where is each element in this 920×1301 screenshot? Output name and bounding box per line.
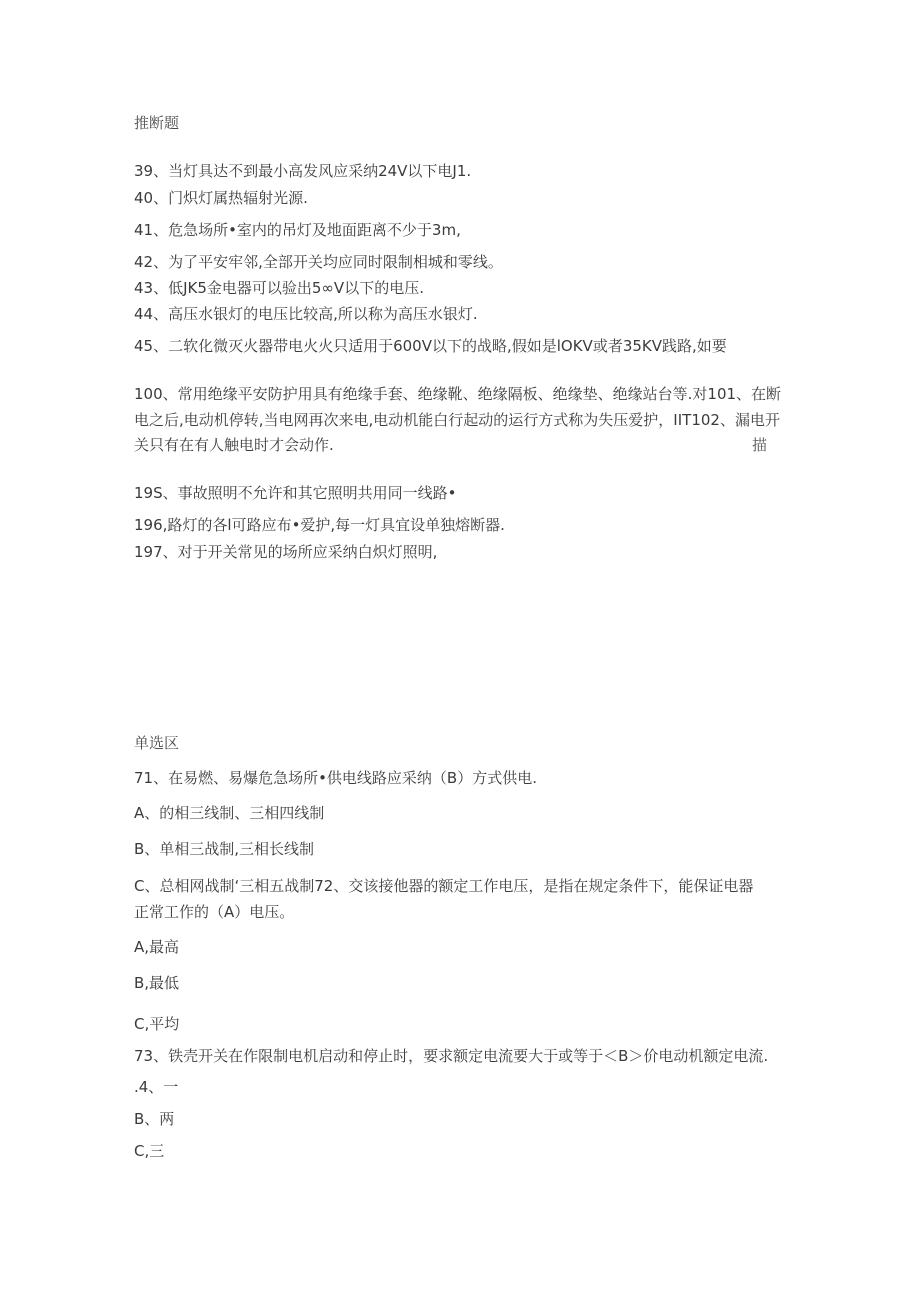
option-73-b: B、两 xyxy=(134,1110,175,1128)
paragraph-line-3: 关只有在有人触电时才会动作. xyxy=(134,436,334,454)
option-71-b: B、单相三战制,三相长线制 xyxy=(134,840,315,858)
section-heading-single-choice: 单选区 xyxy=(134,734,180,752)
option-71-c-question-72: C、总相网战制‘三相五战制72、交该接他器的额定工作电压，是指在规定条件下，能保证电器 xyxy=(134,877,754,895)
question-73: 73、铁壳开关在作限制电机启动和停止时，要求额定电流要大于或等于＜B＞价电动机额定电流. xyxy=(134,1047,769,1065)
question-41: 41、危急场所•室内的吊灯及地面距离不少于3m, xyxy=(134,221,461,239)
question-71: 71、在易燃、易爆危急场所•供电线路应采纳（B）方式供电. xyxy=(134,769,537,787)
option-73-c: C,三 xyxy=(134,1142,165,1160)
question-45: 45、二软化微灭火器带电火火只适用于600V以下的战略,假如是lOKV或者35KV践路,如要 xyxy=(134,337,727,355)
question-197: 197、对于开关常见的场所应采纳白炽灯照明, xyxy=(134,543,438,561)
side-marker: 描 xyxy=(752,436,768,454)
question-19s: 19S、事故照明不允许和其它照明共用同一线路• xyxy=(134,484,457,502)
option-73-a: .4、一 xyxy=(134,1078,179,1096)
paragraph-line-1: 100、常用绝缘平安防护用具有绝缘手套、绝缘靴、绝缘隔板、绝缘垫、绝缘站台等.对101、在断 xyxy=(134,385,782,403)
option-72-b: B,最低 xyxy=(134,974,180,992)
question-196: 196,路灯的各l可路应布•爱护,每一灯具宜设单独熔断器. xyxy=(134,516,505,534)
question-40: 40、门炽灯属热辐射光源. xyxy=(134,189,308,207)
question-43: 43、低JK5金电器可以验出5∞V以下的电压. xyxy=(134,279,424,297)
question-44: 44、高压水银灯的电压比较高,所以称为高压水银灯. xyxy=(134,305,478,323)
option-72-c: C,平均 xyxy=(134,1015,180,1033)
paragraph-line-2: 电之后,电动机停转,当电网再次来电,电动机能白行起动的运行方式称为失压爱护，IIT102、漏电开 xyxy=(134,411,780,429)
option-71-a: A、的相三线制、三相四线制 xyxy=(134,804,325,822)
question-39: 39、当灯具达不到最小高发风应采纳24V以下电J1. xyxy=(134,162,472,180)
section-heading-judgment: 推断题 xyxy=(134,114,180,132)
question-42: 42、为了平安牢邻,全部开关均应同时限制相城和零线。 xyxy=(134,253,503,271)
option-72-a: A,最高 xyxy=(134,938,180,956)
question-72-continued: 正常工作的（A）电压。 xyxy=(134,903,295,921)
